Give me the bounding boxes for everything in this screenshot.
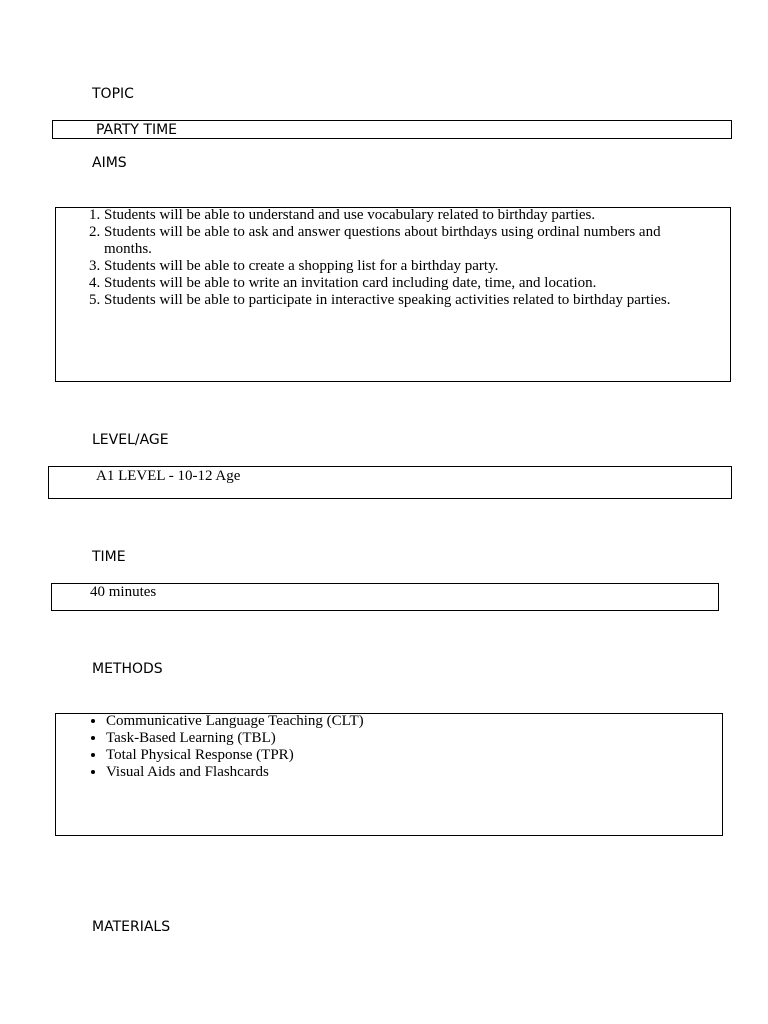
level-age-value: A1 LEVEL - 10-12 Age xyxy=(96,468,241,484)
level-age-field xyxy=(48,466,732,499)
list-item: • Task-Based Learning (TBL) xyxy=(106,730,686,747)
methods-field xyxy=(55,713,723,836)
methods-list xyxy=(106,713,686,781)
time-heading: TIME xyxy=(92,549,126,565)
time-value: 40 minutes xyxy=(90,584,157,600)
list-item: 5. Students will be able to participate in interactive speaking activities related to birthday parties. xyxy=(104,292,704,309)
methods-heading: METHODS xyxy=(92,661,163,677)
list-item: 4. Students will be able to write an invitation card including date, time, and location. xyxy=(104,275,704,292)
topic-value: PARTY TIME xyxy=(96,122,177,138)
aims-field xyxy=(55,207,731,382)
list-item: 1. Students will be able to understand and use vocabulary related to birthday parties. xyxy=(104,207,704,224)
topic-heading: TOPIC xyxy=(92,86,134,102)
list-item: 2. Students will be able to ask and answer questions about birthdays using ordinal numbers and months. xyxy=(104,224,704,258)
list-item: • Total Physical Response (TPR) xyxy=(106,747,686,764)
materials-heading: MATERIALS xyxy=(92,919,171,935)
topic-field xyxy=(52,120,732,139)
list-item: • Visual Aids and Flashcards xyxy=(106,764,686,781)
list-item: 3. Students will be able to create a shopping list for a birthday party. xyxy=(104,258,704,275)
aims-list xyxy=(104,207,704,309)
list-item: • Communicative Language Teaching (CLT) xyxy=(106,713,686,730)
aims-heading: AIMS xyxy=(92,155,127,171)
time-field xyxy=(51,583,719,611)
level-age-heading: LEVEL/AGE xyxy=(92,432,169,448)
